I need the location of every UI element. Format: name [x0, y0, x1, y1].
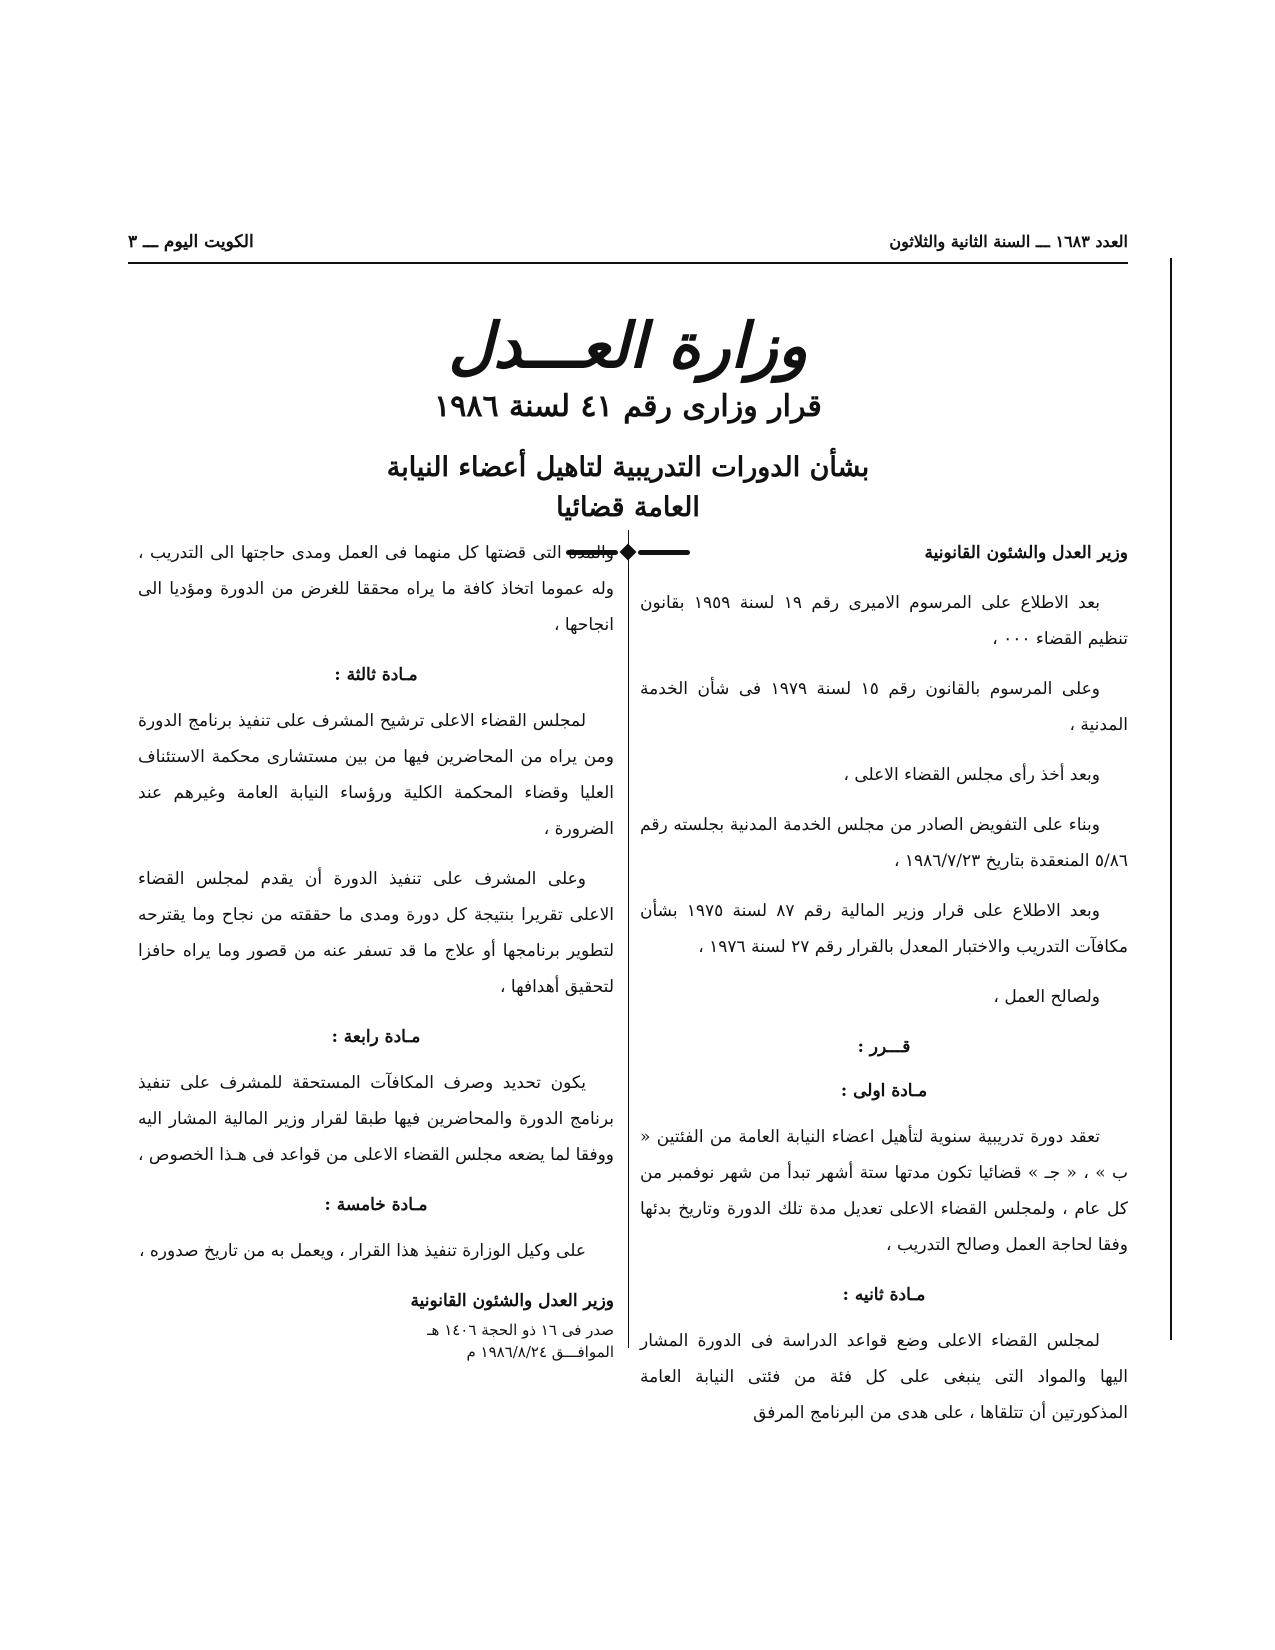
column-divider [628, 530, 629, 1348]
running-header [128, 232, 1128, 264]
preamble-paragraph: وبعد أخذ رأى مجلس القضاء الاعلى ، [843, 765, 1100, 785]
minister-heading: وزير العدل والشئون القانونية [924, 543, 1128, 563]
preamble-paragraph: وبعد الاطلاع على قرار وزير المالية رقم ٨٧ لسنة ١٩٧٥ بشأن مكافآت التدريب والاختبار المعدل بالقرار رقم ٢٧ لسنة ١٩٧٦ ، [640, 901, 1128, 957]
right-column [640, 535, 1128, 1445]
issued-date-gregorian: الموافـــق ١٩٨٦/٨/٢٤ م [466, 1343, 614, 1361]
issued-date-hijri: صدر فى ١٦ ذو الحجة ١٤٠٦ هـ [427, 1321, 614, 1339]
article-5-text: على وكيل الوزارة تنفيذ هذا القرار ، ويعمل به من تاريخ صدوره ، [139, 1241, 586, 1261]
preamble-paragraph: بعد الاطلاع على المرسوم الاميرى رقم ١٩ لسنة ١٩٥٩ بقانون تنظيم القضاء ٠٠٠ ، [640, 593, 1128, 649]
decree-number: قرار وزارى رقم ٤١ لسنة ١٩٨٦ [434, 389, 822, 424]
decree-subject [128, 448, 1128, 528]
article-4-text: يكون تحديد وصرف المكافآت المستحقة للمشرف على تنفيذ برنامج الدورة والمحاضرين فيها طبقا لقرار وزير المالية المشار اليه ووفقا لما يضعه مجلس القضاء الاعلى من قواعد فى هـذا الخصوص ، [138, 1073, 614, 1165]
publication-name: الكويت اليوم ـــ ٣ [128, 232, 254, 252]
article-2-text: لمجلس القضاء الاعلى وضع قواعد الدراسة فى الدورة المشار اليها والمواد التى ينبغى على كل فئة من فئتى النيابة العامة المذكورتين أن تتلقاها ، على هدى من البرنامج المرفق [640, 1331, 1128, 1423]
article-3-title: مـادة ثالثة : [334, 665, 418, 685]
masthead [128, 310, 1128, 558]
preamble-paragraph: ولصالح العمل ، [993, 987, 1100, 1007]
preamble-paragraph: وعلى المرسوم بالقانون رقم ١٥ لسنة ١٩٧٩ فى شأن الخدمة المدنية ، [640, 679, 1128, 735]
decree-subject-line-1: بشأن الدورات التدريبية لتاهيل أعضاء النيابة [386, 452, 870, 483]
article-5-title: مـادة خامسة : [324, 1195, 428, 1215]
issue-number: العدد ١٦٨٣ ـــ السنة الثانية والثلاثون [889, 232, 1128, 251]
article-3-text-2: وعلى المشرف على تنفيذ الدورة أن يقدم لمجلس القضاء الاعلى تقريرا بنتيجة كل دورة ومدى ما حققته من نجاح وما يقترحه لتطوير برنامجها أو علاج ما قد تسفر عنه من قصور وما يراه حافزا لتحقيق أهدافها ، [138, 869, 614, 997]
signature-title: وزير العدل والشئون القانونية [410, 1291, 614, 1311]
left-column [138, 535, 614, 1363]
decided-heading: قـــرر : [857, 1037, 911, 1057]
article-2-title: مـادة ثانيه : [842, 1285, 926, 1305]
decree-subject-line-2: العامة قضائيا [556, 492, 700, 523]
margin-rule [1170, 258, 1172, 1340]
preamble-paragraph: وبناء على التفويض الصادر من مجلس الخدمة المدنية بجلسته رقم ٥/٨٦ المنعقدة بتاريخ ١٩٨٦/٧/٢٣ ، [640, 815, 1128, 871]
ministry-title: وزارة العـــدل [448, 309, 808, 382]
article-1-title: مـادة اولى : [840, 1081, 928, 1101]
article-4-title: مـادة رابعة : [331, 1027, 421, 1047]
article-1-text: تعقد دورة تدريبية سنوية لتأهيل اعضاء النيابة العامة من الفئتين « ب » ، « جـ » قضائيا تكون مدتها ستة أشهر تبدأ من شهر نوفمبر من كل عام ، ولمجلس القضاء الاعلى تعديل مدة تلك الدورة وتاريخ بدئها وفقا لحاجة العمل وصالح التدريب ، [640, 1127, 1128, 1255]
continuation-paragraph: والمدة التى قضتها كل منهما فى العمل ومدى حاجتها الى التدريب ، وله عموما اتخاذ كافة ما يراه محققا للغرض من الدورة ومؤديا الى انجاحها ، [138, 543, 614, 635]
article-3-text: لمجلس القضاء الاعلى ترشيح المشرف على تنفيذ برنامج الدورة ومن يراه من المحاضرين فيها من بين مستشارى محكمة الاستئناف العليا وقضاء المحكمة الكلية ورؤساء النيابة العامة وغيرهم عند الضرورة ، [138, 711, 614, 839]
